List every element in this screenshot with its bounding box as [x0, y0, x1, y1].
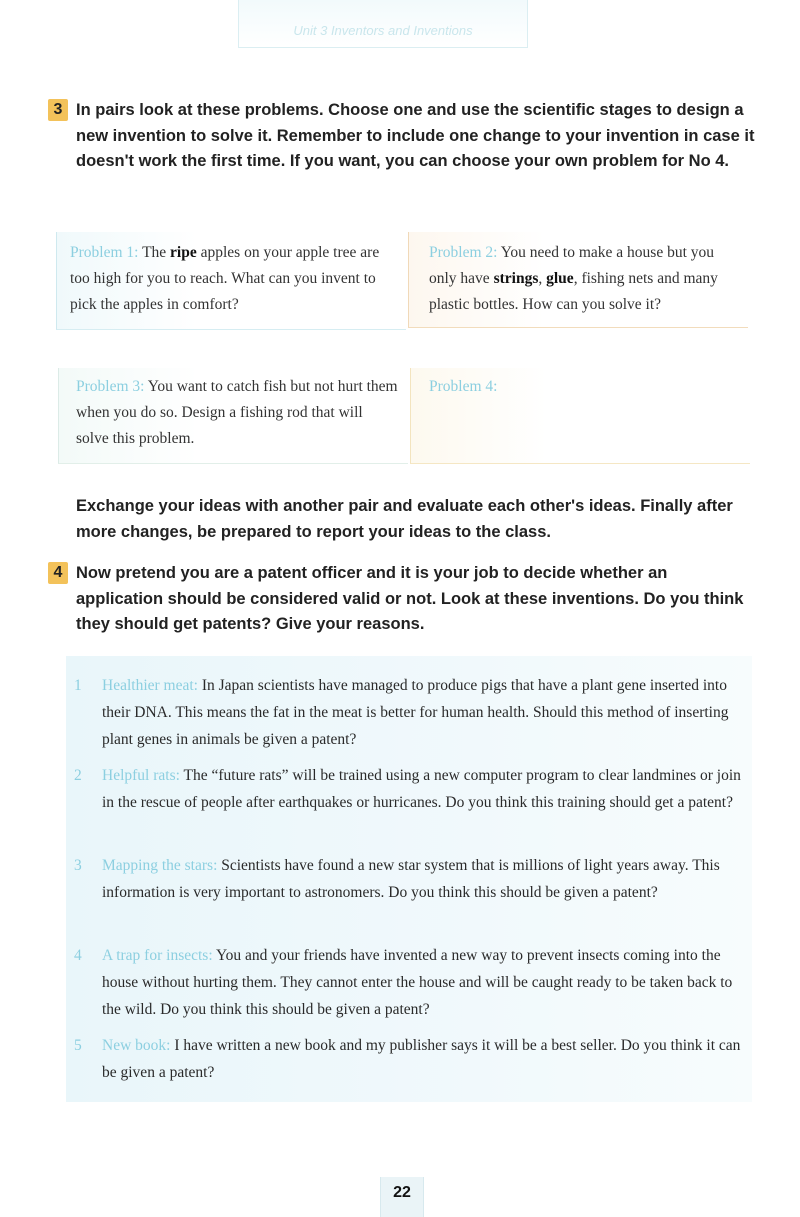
invention-description: I have written a new book and my publisher says it will be a best seller. Do you think it can be given a patent? — [102, 1037, 741, 1081]
inventions-panel — [66, 656, 752, 1102]
problem-label: Problem 1: — [70, 244, 139, 261]
task-3-instruction — [53, 98, 756, 175]
problem-keyword: glue — [546, 270, 574, 287]
problem-label: Problem 3: — [76, 378, 145, 395]
invention-number: 5 — [74, 1037, 82, 1054]
invention-title: New book: — [102, 1037, 171, 1054]
problem-keyword: ripe — [170, 244, 197, 261]
problem-box-3: Problem 3: You want to catch fish but not hurt them when you do so. Design a fishing rod that will solve this problem. — [58, 368, 408, 464]
task-4-text: Now pretend you are a patent officer and it is your job to decide whether an application should be considered valid or not. Look at these inventions. Do you think they should get patents? Give your reasons. — [76, 564, 744, 633]
task-4-instruction — [53, 561, 756, 638]
problem-keyword: strings — [493, 270, 539, 287]
invention-description: You and your friends have invented a new way to prevent insects coming into the house without hurting them. They cannot enter the house and will be caught ready to be taken back to the wild. Do you think this should be given a patent? — [102, 947, 733, 1018]
problem-label: Problem 2: — [429, 244, 498, 261]
invention-title: Mapping the stars: — [102, 857, 218, 874]
invention-description: In Japan scientists have managed to produce pigs that have a plant gene inserted into their DNA. This means the fat in the meat is better for human health. Should this method of inserting plant genes in animals be given a patent? — [102, 677, 729, 748]
unit-title: Unit 3 Inventors and Inventions — [293, 23, 473, 38]
invention-description: The “future rats” will be trained using a new computer program to clear landmines or join in the rescue of people after earthquakes or hurricanes. Do you think this training should get a patent? — [102, 767, 741, 811]
page-number: 22 — [380, 1177, 424, 1217]
task-number-badge: 3 — [48, 99, 68, 121]
invention-number: 2 — [74, 767, 82, 784]
problem-box-4 — [410, 368, 750, 464]
invention-description: Scientists have found a new star system that is millions of light years away. This information is very important to astronomers. Do you think this should be given a patent? — [102, 857, 720, 901]
problem-label: Problem 4: — [429, 378, 498, 395]
exchange-text: Exchange your ideas with another pair and evaluate each other's ideas. Finally after more changes, be prepared to report your ideas to the class. — [76, 497, 733, 541]
task-3-text: In pairs look at these problems. Choose one and use the scientific stages to design a new invention to solve it. Remember to include one change to your invention in case it doesn't work the first time. If you want, you can choose your own problem for No 4. — [76, 101, 755, 170]
problem-box-1: Problem 1: The ripe apples on your apple tree are too high for you to reach. What can you invent to pick the apples in comfort? — [56, 232, 406, 330]
invention-number: 1 — [74, 677, 82, 694]
invention-title: Helpful rats: — [102, 767, 180, 784]
invention-title: A trap for insects: — [102, 947, 213, 964]
invention-number: 4 — [74, 947, 82, 964]
invention-number: 3 — [74, 857, 82, 874]
problem-box-2: Problem 2: You need to make a house but you only have strings, glue, fishing nets and many plastic bottles. How can you solve it? — [408, 232, 748, 328]
task-number-badge: 4 — [48, 562, 68, 584]
exchange-instruction — [76, 494, 756, 545]
unit-header-tab — [238, 0, 528, 48]
invention-title: Healthier meat: — [102, 677, 198, 694]
